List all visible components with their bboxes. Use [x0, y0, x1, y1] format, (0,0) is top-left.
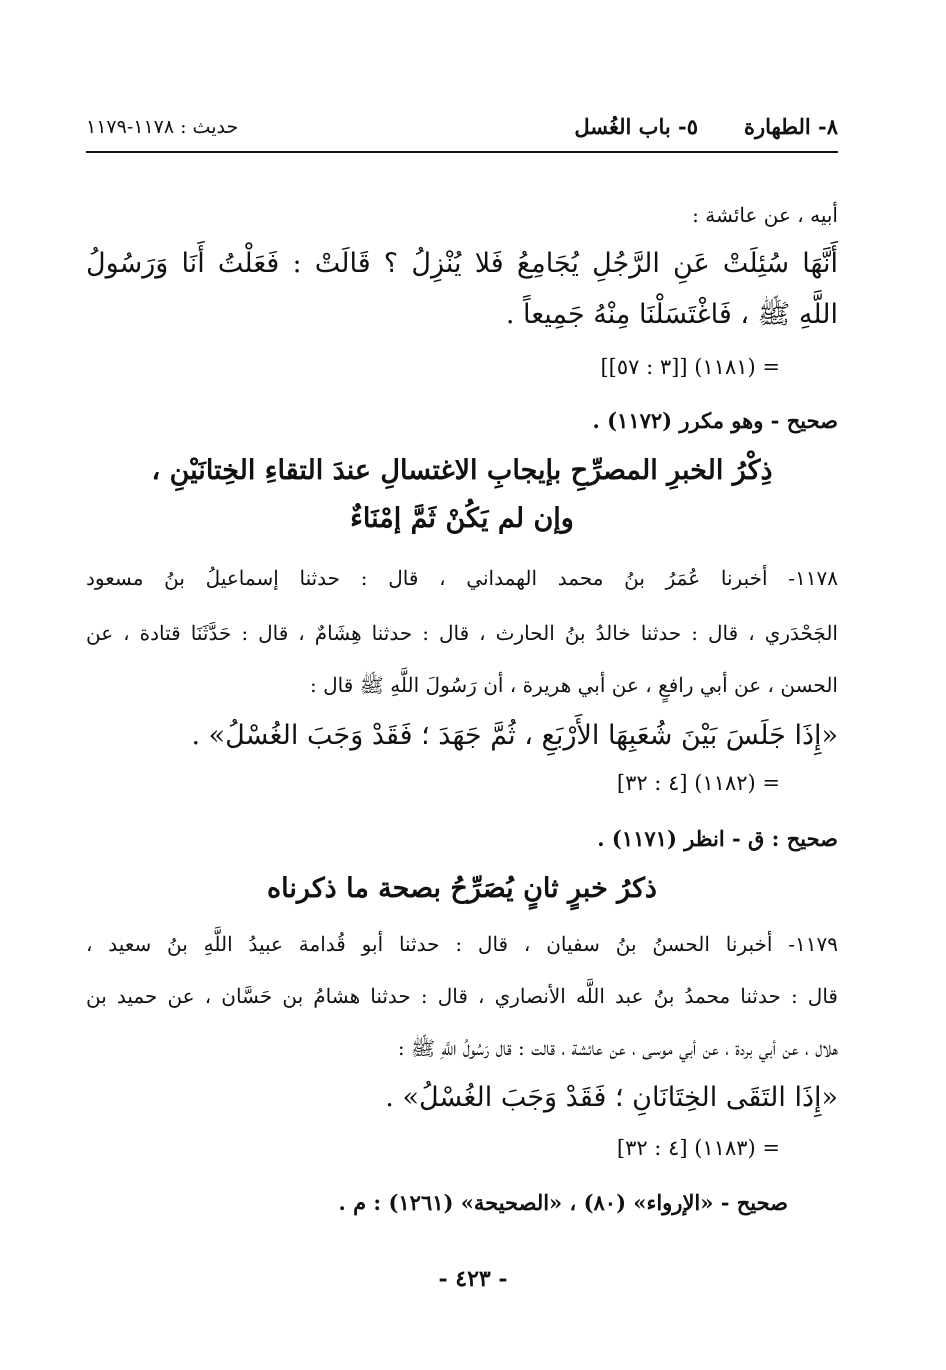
hadith-1178-text: «إِذَا جَلَسَ بَيْنَ شُعَبِهَا الأَرْبَعِ ، ثُمَّ جَهَدَ ؛ فَقَدْ وَجَبَ الغُسْلُ» . — [191, 720, 838, 751]
hadith-1180-text-line-2: اللَّهِ ﷺ ، فَاغْتَسَلْنَا مِنْهُ جَمِيعاً . — [505, 299, 838, 330]
section-title: ٥- باب الغُسل — [574, 114, 698, 139]
hadith-range: حديث : ١١٧٨-١١٧٩ — [86, 116, 239, 138]
hadith-1179-isnad-line-1: ١١٧٩- أخبرنا الحسنُ بنُ سفيان ، قال : حدثنا أبو قُدامة عبيدُ اللَّهِ بنُ سعيد ، — [86, 932, 838, 956]
hadith-1179-grade: صحيح - «الإرواء» (٨٠) ، «الصحيحة» (١٢٦١) : م . — [338, 1190, 788, 1215]
intro-line: أبيه ، عن عائشة : — [692, 203, 838, 227]
hadith-1178-grade: صحيح : ق - انظر (١١٧١) . — [597, 826, 838, 851]
section-heading-1-line-1: ذِكْرُ الخبرِ المصرِّحِ بإيجابِ الاغتسالِ عندَ التقاءِ الخِتانَيْنِ ، — [151, 455, 773, 486]
hadith-1179-reference: = (١١٨٣) [٤ : ٣٢] — [616, 1136, 780, 1160]
header-divider — [86, 151, 838, 153]
hadith-1179-isnad-line-3: هلال ، عن أبي بردة ، عن أبي موسى ، عن عائشة ، قالت : قال رَسُولُ اللَّهِ ﷺ : — [397, 1036, 838, 1060]
chapter-title: ٨- الطهارة — [744, 114, 838, 139]
hadith-1180-reference: = (١١٨١) [[٣ : ٥٧]] — [600, 355, 780, 379]
section-heading-1-line-2: وإن لم يَكُنْ ثَمَّ إمْنَاءٌ — [350, 503, 574, 534]
hadith-1178-reference: = (١١٨٢) [٤ : ٣٢] — [616, 771, 780, 795]
hadith-1179-text: «إِذَا التَقَى الخِتَانَانِ ؛ فَقَدْ وَجَبَ الغُسْلُ» . — [385, 1082, 838, 1113]
hadith-1178-isnad-line-2: الجَحْدَري ، قال : حدثنا خالدُ بنُ الحارث ، قال : حدثنا هِشَامٌ ، قال : حَدَّثَنَا قتادة ، عن — [86, 621, 838, 645]
hadith-1180-grade: صحيح - وهو مكرر (١١٧٢) . — [592, 408, 838, 433]
page-number: - ٤٢٣ - — [438, 1266, 508, 1292]
hadith-1179-isnad-line-2: قال : حدثنا محمدُ بنُ عبد اللَّه الأنصاري ، قال : حدثنا هشامُ بن حَسَّان ، عن حميد بن — [86, 984, 838, 1008]
running-header — [86, 112, 838, 146]
section-heading-2: ذكرُ خبرٍ ثانٍ يُصَرِّحُ بصحة ما ذكرناه — [267, 873, 657, 904]
hadith-1178-isnad-line-3: الحسن ، عن أبي رافعٍ ، عن أبي هريرة ، أن رَسُولَ اللَّهِ ﷺ قال : — [310, 673, 838, 697]
hadith-1180-text-line-1: أَنَّهَا سُئِلَتْ عَنِ الرَّجُلِ يُجَامِعُ فَلا يُنْزِلُ ؟ قَالَتْ : فَعَلْتُ أَنَا وَرَسُولُ — [86, 248, 838, 279]
hadith-1178-isnad-line-1: ١١٧٨- أخبرنا عُمَرُ بنُ محمد الهمداني ، قال : حدثنا إسماعيلُ بنُ مسعود — [86, 566, 838, 590]
